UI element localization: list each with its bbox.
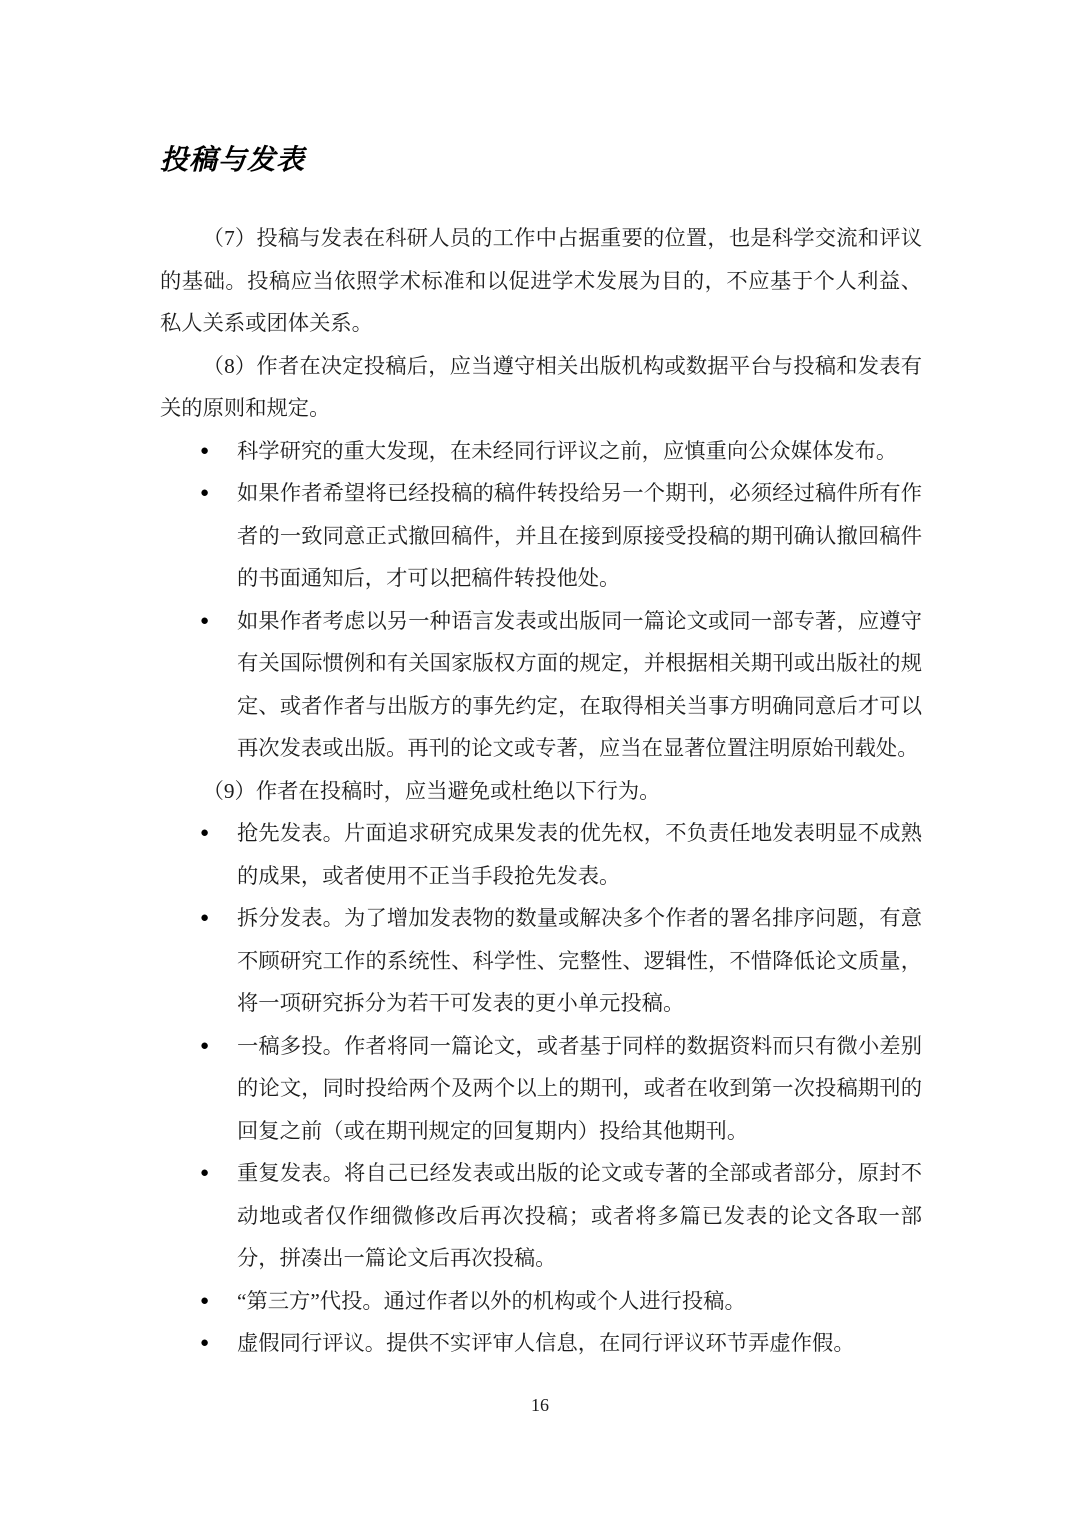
bullet-text: 科学研究的重大发现，在未经同行评议之前，应慎重向公众媒体发布。 bbox=[237, 438, 898, 463]
bullet-item-repeated-publication bbox=[160, 1152, 922, 1280]
page-content bbox=[160, 140, 922, 1365]
bullet-list-a bbox=[160, 430, 922, 770]
bullet-icon: ● bbox=[200, 1165, 210, 1181]
bullet-icon: ● bbox=[200, 825, 210, 841]
section-heading: 投稿与发表 bbox=[160, 144, 306, 175]
bullet-text: 如果作者考虑以另一种语言发表或出版同一篇论文或同一部专著，应遵守有关国际惯例和有关国家版权方面的规定，并根据相关期刊或出版社的规定、或者作者与出版方的事先约定，在取得相关当事方明确同意后才可以再次发表或出版。再刊的论文或专著，应当在显著位置注明原始刊载处。 bbox=[237, 608, 922, 760]
bullet-item-premature-publication bbox=[160, 812, 922, 897]
paragraph-7: （7）投稿与发表在科研人员的工作中占据重要的位置，也是科学交流和评议的基础。投稿应当依照学术标准和以促进学术发展为目的，不应基于个人利益、私人关系或团体关系。 bbox=[160, 226, 922, 335]
paragraph-8: （8）作者在决定投稿后，应当遵守相关出版机构或数据平台与投稿和发表有关的原则和规定。 bbox=[160, 353, 922, 420]
bullet-item-duplicate-submission bbox=[160, 1025, 922, 1153]
bullet-icon: ● bbox=[200, 1292, 210, 1309]
bullet-item-fake-peer-review bbox=[160, 1322, 922, 1365]
bullet-text: 一稿多投。作者将同一篇论文，或者基于同样的数据资料而只有微小差别的论文，同时投给两个及两个以上的期刊，或者在收到第一次投稿期刊的回复之前（或在期刊规定的回复期内）投给其他期刊。 bbox=[237, 1033, 922, 1143]
bullet-item-other-language bbox=[160, 600, 922, 770]
bullet-item-third-party-submission bbox=[160, 1280, 922, 1323]
bullet-text: 虚假同行评议。提供不实评审人信息，在同行评议环节弄虚作假。 bbox=[237, 1331, 855, 1355]
bullet-text: 拆分发表。为了增加发表物的数量或解决多个作者的署名排序问题，有意不顾研究工作的系统性、科学性、完整性、逻辑性，不惜降低论文质量，将一项研究拆分为若干可发表的更小单元投稿。 bbox=[237, 906, 922, 1015]
bullet-icon: ● bbox=[200, 612, 210, 629]
bullet-list-b bbox=[160, 812, 922, 1365]
bullet-item-salami-publication bbox=[160, 897, 922, 1025]
bullet-text: 如果作者希望将已经投稿的稿件转投给另一个期刊，必须经过稿件所有作者的一致同意正式撤回稿件，并且在接到原接受投稿的期刊确认撤回稿件的书面通知后，才可以把稿件转投他处。 bbox=[237, 481, 922, 590]
bullet-icon: ● bbox=[200, 442, 210, 459]
bullet-text: 抢先发表。片面追求研究成果发表的优先权，不负责任地发表明显不成熟的成果，或者使用不正当手段抢先发表。 bbox=[237, 821, 922, 888]
bullet-icon: ● bbox=[200, 910, 210, 926]
paragraph-9: （9）作者在投稿时，应当避免或杜绝以下行为。 bbox=[202, 778, 661, 803]
bullet-icon: ● bbox=[200, 485, 210, 501]
bullet-item-public-release bbox=[160, 430, 922, 473]
page-number: 16 bbox=[531, 1395, 549, 1415]
bullet-text: 重复发表。将自己已经发表或出版的论文或专著的全部或者部分，原封不动地或者仅作细微修改后再次投稿；或者将多篇已发表的论文各取一部分，拼凑出一篇论文后再次投稿。 bbox=[237, 1161, 922, 1270]
bullet-icon: ● bbox=[200, 1037, 210, 1054]
bullet-icon: ● bbox=[200, 1335, 210, 1351]
bullet-item-transfer-manuscript bbox=[160, 472, 922, 600]
bullet-text: “第三方”代投。通过作者以外的机构或个人进行投稿。 bbox=[237, 1288, 746, 1313]
